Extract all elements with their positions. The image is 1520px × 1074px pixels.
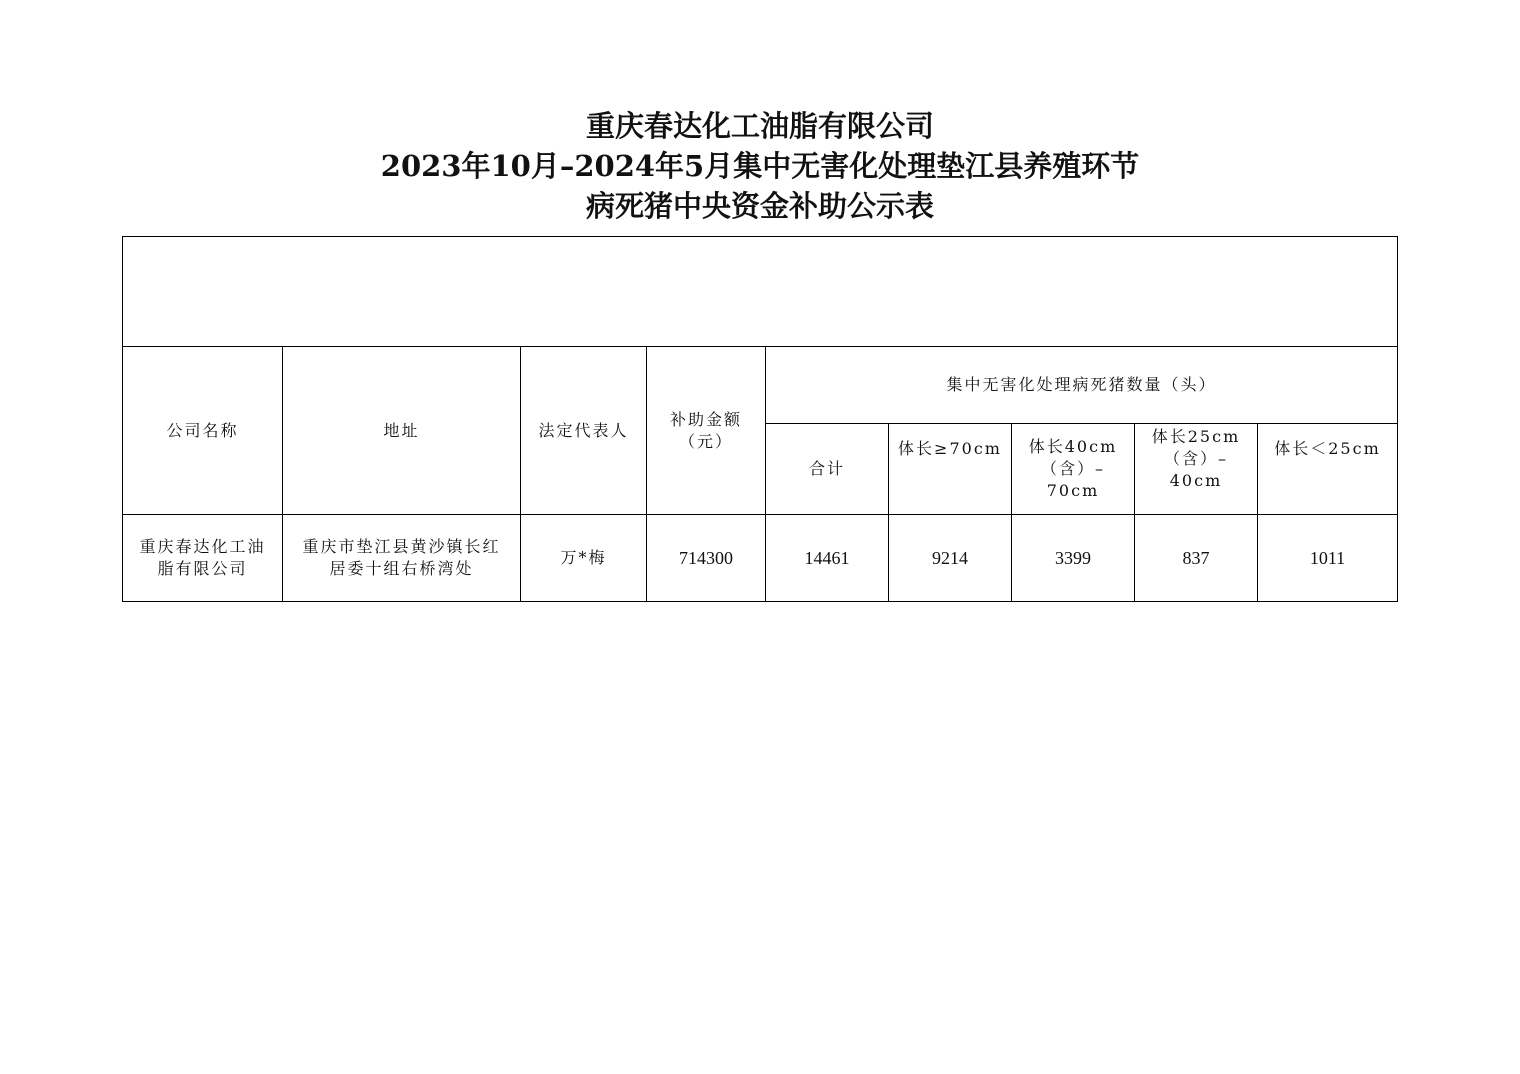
header-len-25-40-line1: 体长25cm: [1151, 427, 1241, 446]
subsidy-table: [122, 236, 1398, 602]
title-line-2: 2023年10月–2024年5月集中无害化处理垫江县养殖环节: [380, 149, 1140, 183]
cell-address: [283, 515, 521, 602]
header-total: 合计: [766, 424, 889, 515]
header-legal-rep: 法定代表人: [521, 347, 647, 515]
header-row-1: [123, 347, 1398, 424]
header-len-25-40-line2: （含）–40cm: [1163, 449, 1228, 490]
header-subsidy-line1: 补助金额: [669, 409, 742, 429]
header-len-ge70: 体长≥70cm: [889, 424, 1012, 515]
document-title: [0, 106, 1520, 226]
cell-total: 14461: [766, 515, 889, 602]
header-len-40-70-line1: 体长40cm: [1028, 437, 1118, 456]
cell-company-line1: 重庆春达化工油: [139, 537, 266, 556]
cell-company-line2: 脂有限公司: [157, 559, 248, 578]
cell-address-line2: 居委十组右桥湾处: [329, 559, 474, 578]
cell-len-25-40: 837: [1135, 515, 1258, 602]
cell-len-lt25: 1011: [1258, 515, 1398, 602]
cell-len-ge70: 9214: [889, 515, 1012, 602]
cell-company: [123, 515, 283, 602]
cell-subsidy: 714300: [647, 515, 766, 602]
title-line-3: 病死猪中央资金补助公示表: [585, 189, 934, 223]
cell-legal-rep: 万*梅: [521, 515, 647, 602]
table-row: [123, 515, 1398, 602]
header-len-40-70-line2: （含）–70cm: [1040, 459, 1105, 500]
header-len-40-70: [1012, 424, 1135, 515]
title-line-1: 重庆春达化工油脂有限公司: [585, 109, 934, 143]
header-address: 地址: [283, 347, 521, 515]
cell-len-40-70: 3399: [1012, 515, 1135, 602]
cell-address-line1: 重庆市垫江县黄沙镇长红: [302, 537, 501, 556]
blank-cell: [123, 237, 1398, 347]
header-company: 公司名称: [123, 347, 283, 515]
header-subsidy-line2: （元）: [678, 431, 733, 451]
header-len-lt25: 体长＜25cm: [1258, 424, 1398, 515]
header-quantity-group: 集中无害化处理病死猪数量（头）: [766, 347, 1398, 424]
blank-row: [123, 237, 1398, 347]
header-len-25-40: [1135, 424, 1258, 515]
header-subsidy: [647, 347, 766, 515]
